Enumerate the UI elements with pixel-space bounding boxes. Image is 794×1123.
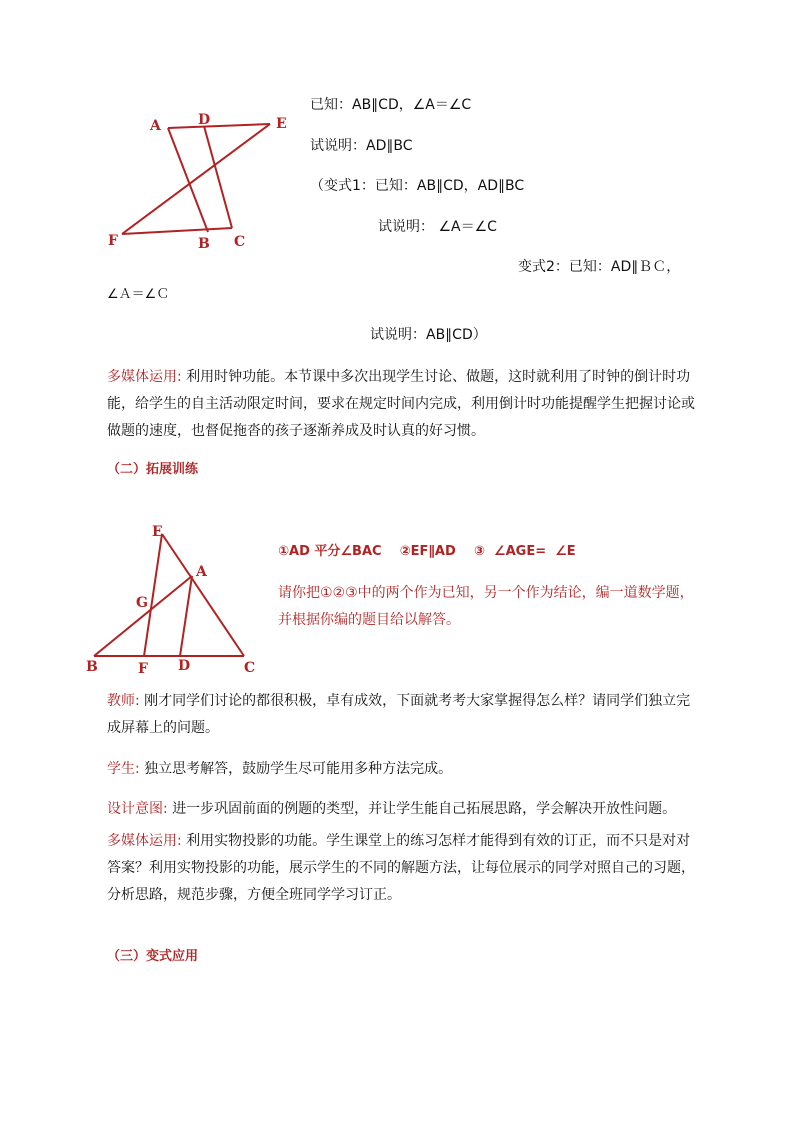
label-A2: A [196,564,207,580]
design-text: 进一步巩固前面的例题的类型，并让学生能自己拓展思路，学会解决开放性问题。 [167,801,677,817]
variant2-cont: ∠Ａ＝∠Ｃ [107,287,170,302]
segment-EC [162,534,244,656]
label-D: D [198,112,211,128]
variant1-given: （变式1：已知：AB∥CD，AD∥BC [310,178,525,194]
multimedia2-label: 多媒体运用: [107,833,182,849]
conditions-text: ①AD 平分∠BAC ②EF∥AD ③ ∠AGE= ∠E [278,544,576,559]
multimedia2-paragraph [107,828,697,909]
student-text: 独立思考解答，鼓励学生尽可能用多种方法完成。 [139,761,453,777]
segment-AD [180,576,192,656]
given-text: 已知：AB∥CD，∠A＝∠C [310,97,472,113]
label-A: A [150,118,161,134]
design-label: 设计意图: [107,801,168,817]
multimedia1-text: 利用时钟功能。本节课中多次出现学生讨论、做题，这时就利用了时钟的倒计时功能，给学生的自主活动限定时间，要求在规定时间内完成，利用倒计时功能提醒学生把握讨论或做题的速度，也督促拖沓的孩子逐渐养成及时认真的好习惯。 [107,369,695,439]
instruction-text: 请你把①②③中的两个作为已知，另一个作为结论，编一道数学题，并根据你编的题目给以解答。 [278,585,694,628]
multimedia1-paragraph [107,364,697,445]
prove-text: 试说明：AD∥BC [310,138,413,154]
label-E: E [276,116,287,132]
teacher-label: 教师: [107,693,140,709]
segment-AB [168,128,208,232]
variant1-prove: 试说明： ∠A＝∠C [378,219,497,235]
label-F: F [108,233,118,249]
teacher-text: 刚才同学们讨论的都很积极，卓有成效，下面就考考大家掌握得怎么样？请同学们独立完成屏幕上的问题。 [107,693,691,736]
design-paragraph [107,796,697,823]
variant2-prove: 试说明：AB∥CD） [370,327,487,343]
segment-BA [94,576,192,656]
figure-1-diagram [100,108,300,252]
label-G: G [136,595,148,611]
label-B2: B [86,659,98,675]
variant2-given: 变式2：已知：AD∥ＢＣ， [518,259,681,275]
segment-DC [204,126,232,228]
label-F2: F [138,661,148,677]
student-label: 学生: [107,761,140,777]
multimedia1-label: 多媒体运用: [107,369,182,385]
teacher-paragraph [107,688,697,742]
label-E2: E [152,524,163,540]
student-paragraph [107,756,697,783]
segment-FE [122,124,270,234]
section2-heading: （二）拓展训练 [107,462,199,477]
figure-2-diagram [84,520,284,680]
section3-heading: （三）变式应用 [107,949,199,964]
segment-AE [168,124,270,128]
label-C: C [234,234,246,250]
label-B: B [198,236,210,252]
segment-FC [122,228,232,234]
label-D2: D [178,658,191,674]
label-C2: C [244,660,256,676]
multimedia2-text: 利用实物投影的功能。学生课堂上的练习怎样才能得到有效的订正，而不只是对对答案？利用实物投影的功能，展示学生的不同的解题方法，让每位展示的同学对照自己的习题，分析思路，规范步骤，方便全班同学学习订正。 [107,833,695,903]
